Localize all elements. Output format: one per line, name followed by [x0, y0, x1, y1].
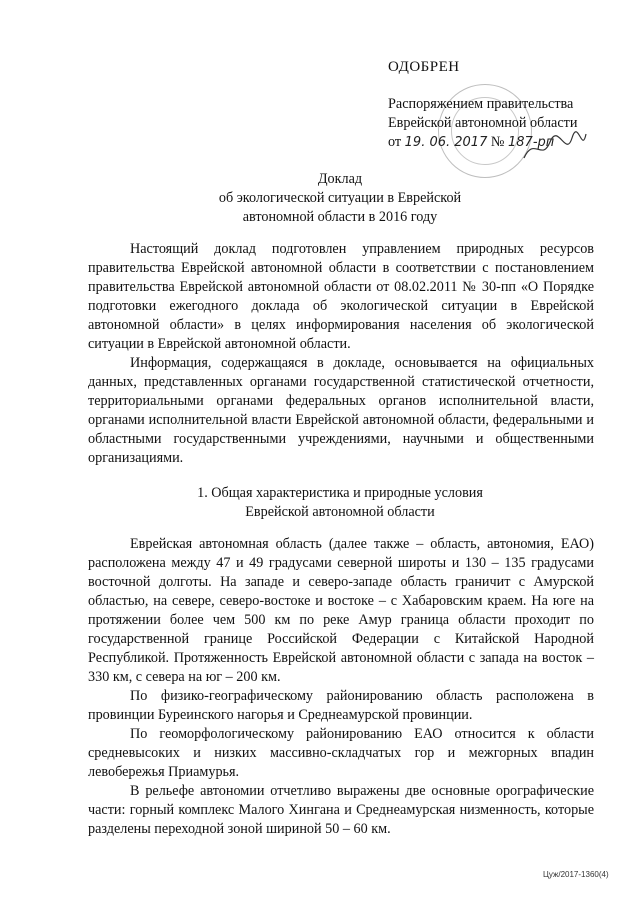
- intro-paragraph-2: Информация, содержащаяся в докладе, основывается на официальных данных, представленных органами государственной статистической отчетности, территориальными органами федеральных органов исполнительной власти, органами исполнительной власти Еврейской автономной области, федеральными и областными государственными учреждениями, научными и общественными организациями.: [88, 355, 594, 466]
- document-code: Цуж/2017-1360(4): [543, 870, 609, 879]
- section-heading: [120, 484, 560, 522]
- report-title-line-3: автономной области в 2016 году: [242, 209, 438, 225]
- section-paragraph-1: Еврейская автономная область (далее также – область, автономия, ЕАО) расположена между 47 и 49 градусами северной широты и 130 – 135 градусами восточной долготы. На западе и северо-западе область граничит с Амурской областью, на севере, северо-востоке и востоке – с Хабаровским краем. На юге на протяжении более чем 500 км по реке Амур граница области проходит по государственной границе Российской Федерации с Китайской Народной Республикой. Протяженность Еврейской автономной области с запада на восток – 330 км, с севера на юг – 200 км.: [88, 536, 594, 685]
- section-paragraph-4: В рельефе автономии отчетливо выражены две основные орографические части: горный комплекс Малого Хингана и Среднеамурская низменность, которые разделены переходной зоной шириной 50 – 60 км.: [88, 783, 594, 837]
- report-title: [120, 170, 560, 227]
- approval-title: ОДОБРЕН: [388, 59, 460, 75]
- intro-section: [88, 240, 594, 468]
- approval-number-prefix: №: [490, 134, 505, 150]
- intro-paragraph-1: Настоящий доклад подготовлен управлением природных ресурсов правительства Еврейской автономной области в соответствии с постановлением правительства Еврейской автономной области от 08.02.2011 № 30-пп «О Порядке подготовки ежегодного доклада об экологической ситуации в Еврейской автономной области» в целях информирования населения об экологической ситуации в Еврейской автономной области.: [88, 241, 594, 352]
- section-body: [88, 535, 594, 839]
- approval-number-value: 187-рп: [508, 135, 555, 150]
- approval-line-1: Распоряжением правительства: [388, 96, 574, 112]
- approval-line-2: Еврейской автономной области: [388, 115, 578, 131]
- section-paragraph-2: По физико-географическому районированию область расположена в провинции Буреинского нагорья и Среднеамурской провинции.: [88, 688, 594, 723]
- section-heading-line-2: Еврейской автономной области: [245, 504, 435, 520]
- section-paragraph-3: По геоморфологическому районированию ЕАО относится к области средневысоких и низких массивно-складчатых гор и межгорных впадин левобережья Приамурья.: [88, 726, 594, 780]
- section-heading-line-1: 1. Общая характеристика и природные условия: [197, 485, 483, 501]
- report-title-line-1: Доклад: [317, 171, 363, 187]
- approval-date-value: 19. 06. 2017: [404, 135, 488, 150]
- report-title-line-2: об экологической ситуации в Еврейской: [218, 190, 462, 206]
- handwritten-signature: [520, 128, 590, 168]
- approval-date-prefix: от: [388, 134, 402, 150]
